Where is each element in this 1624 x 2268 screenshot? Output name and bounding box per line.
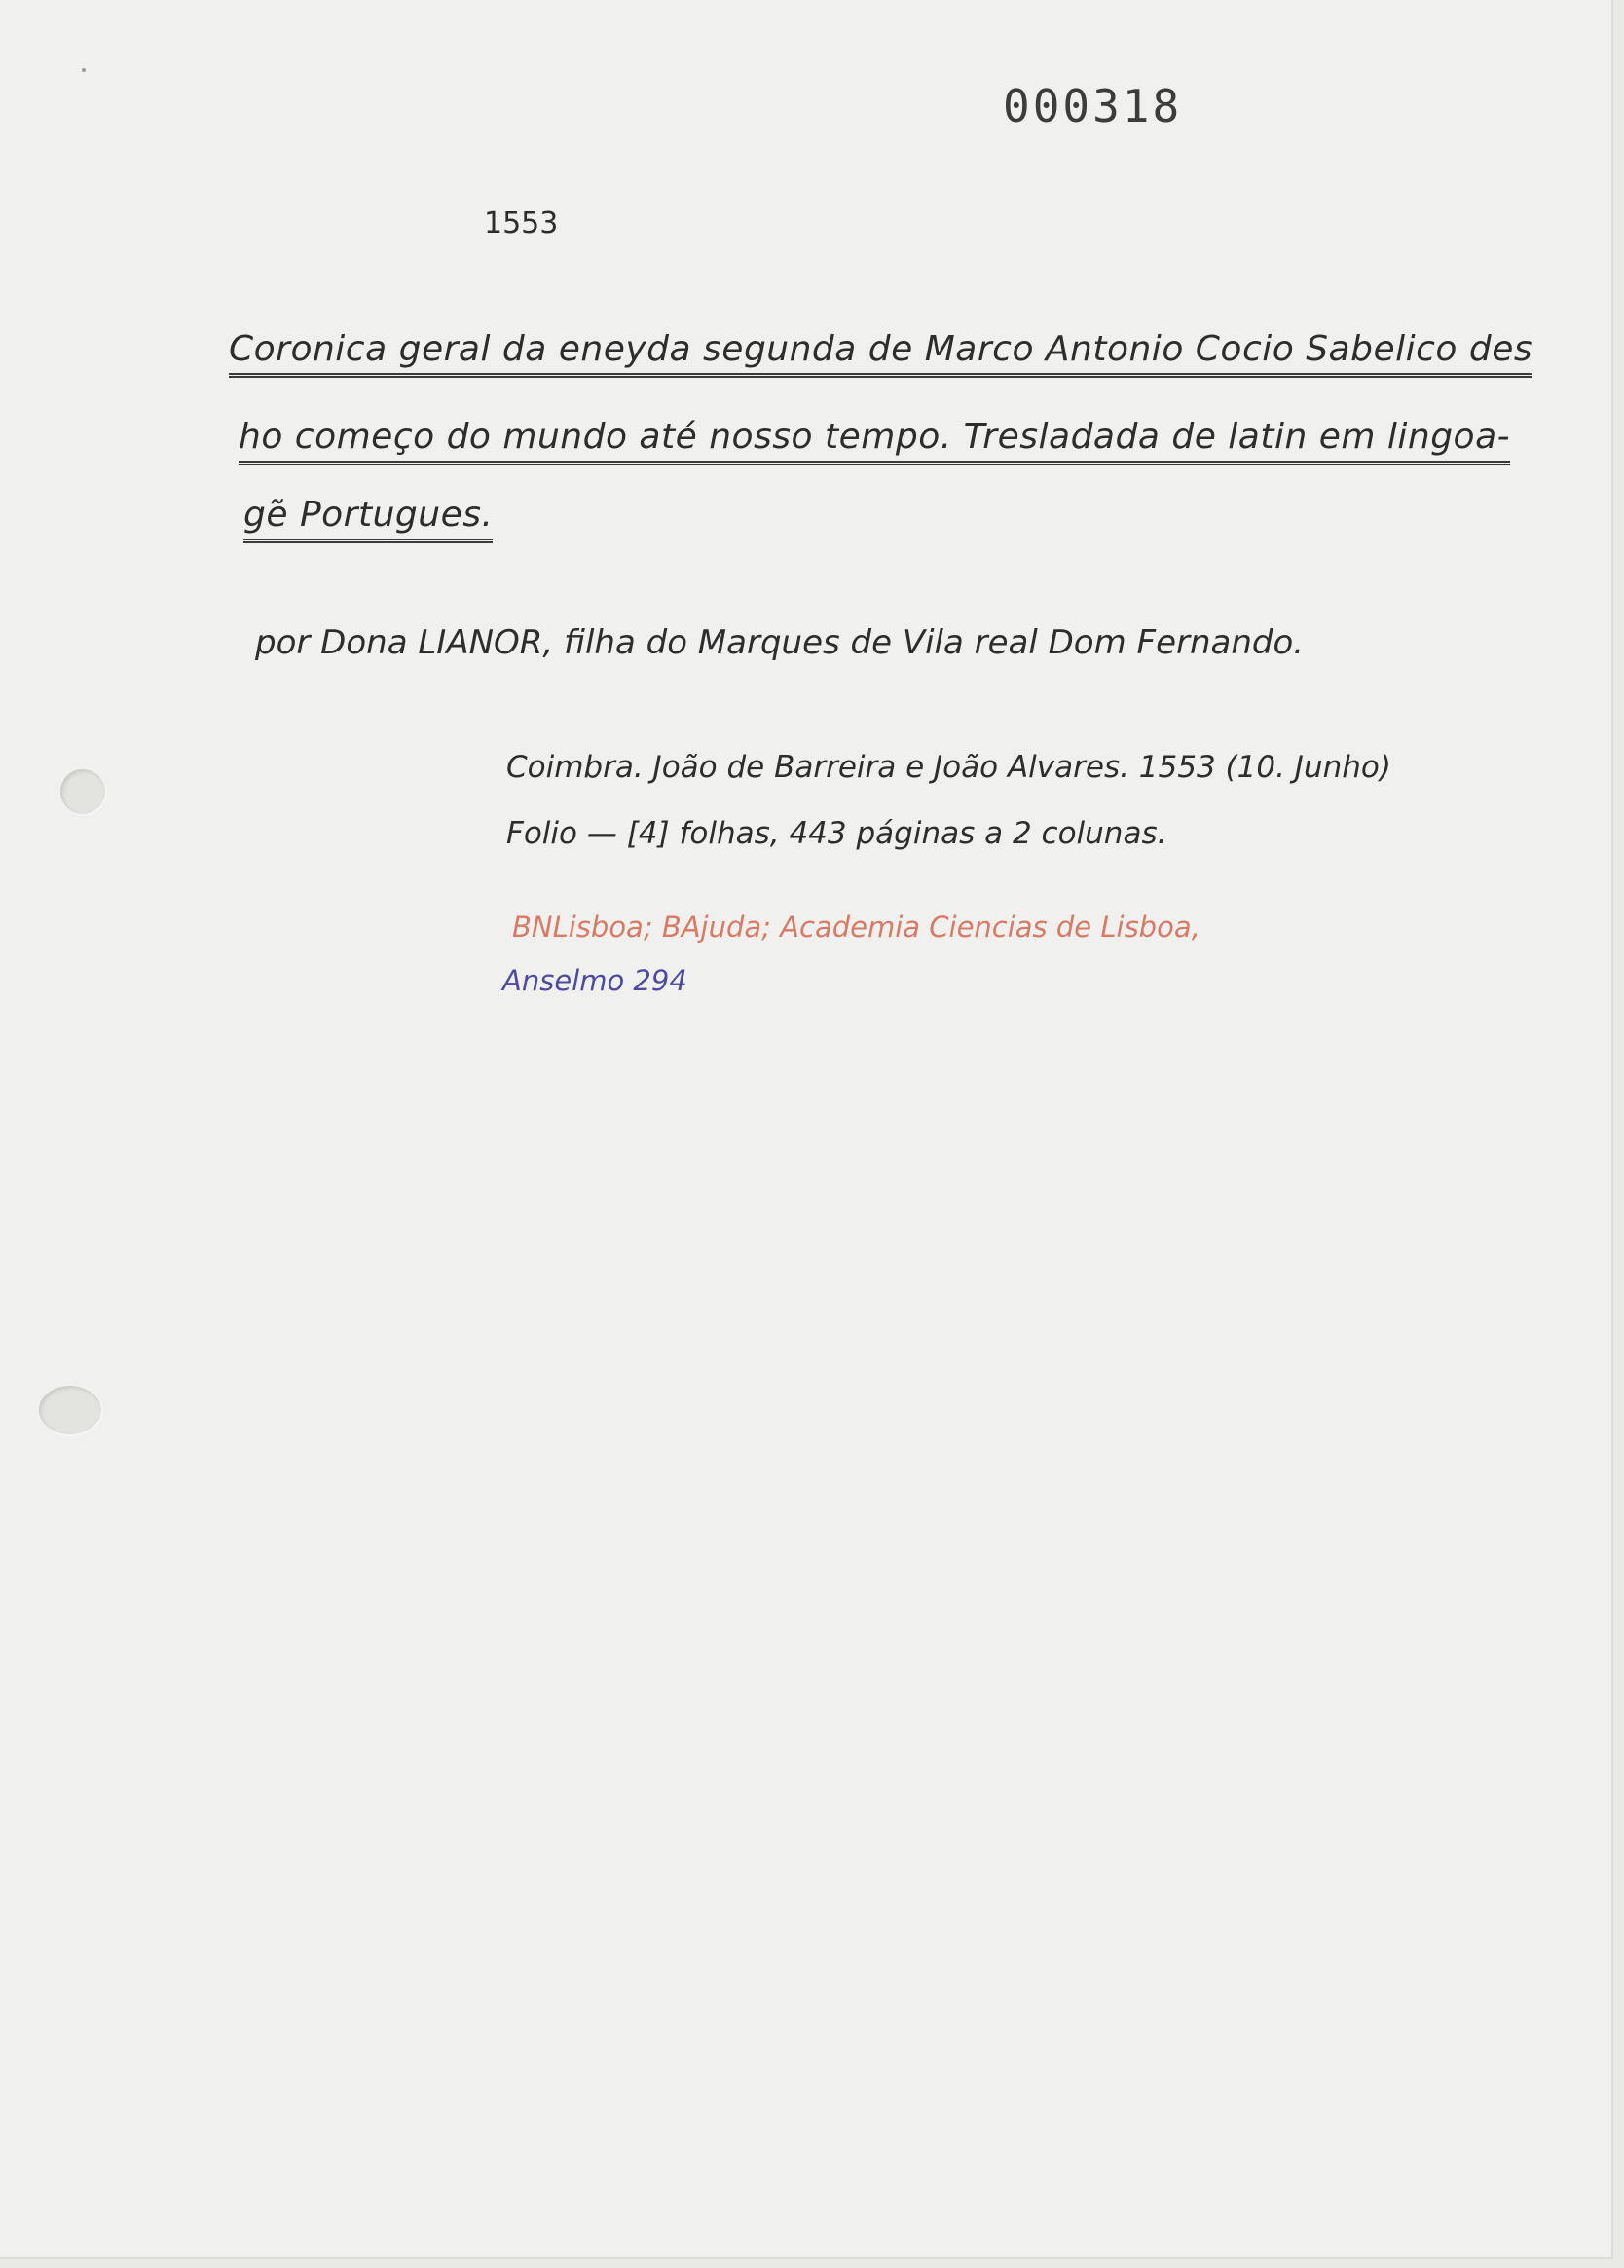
title-text-3: gẽ Portugues. xyxy=(243,495,493,543)
punch-hole-top xyxy=(60,769,105,814)
title-text-1: Coronica geral da eneyda segunda de Marco Antonio Cocio Sabelico des xyxy=(229,329,1532,378)
format-line: Folio — [4] folhas, 443 páginas a 2 colunas. xyxy=(506,816,1167,851)
paper-speck xyxy=(82,68,86,72)
title-line-2 xyxy=(239,417,1510,457)
title-text-2: ho começo do mundo até nosso tempo. Tresladada de latin em lingoa- xyxy=(239,417,1510,465)
title-line-3 xyxy=(243,495,493,535)
author-line: por Dona LIANOR, filha do Marques de Vila real Dom Fernando. xyxy=(255,623,1305,662)
year-label: 1553 xyxy=(484,206,559,241)
imprint-line: Coimbra. João de Barreira e João Alvares. 1553 (10. Junho) xyxy=(506,750,1391,785)
libraries-note: BNLisboa; BAjuda; Academia Ciencias de Lisboa, xyxy=(512,911,1200,944)
title-line-1 xyxy=(229,329,1532,369)
punch-hole-bottom xyxy=(39,1386,101,1434)
stamp-number: 000318 xyxy=(1003,80,1183,132)
reference-note: Anselmo 294 xyxy=(502,964,687,997)
